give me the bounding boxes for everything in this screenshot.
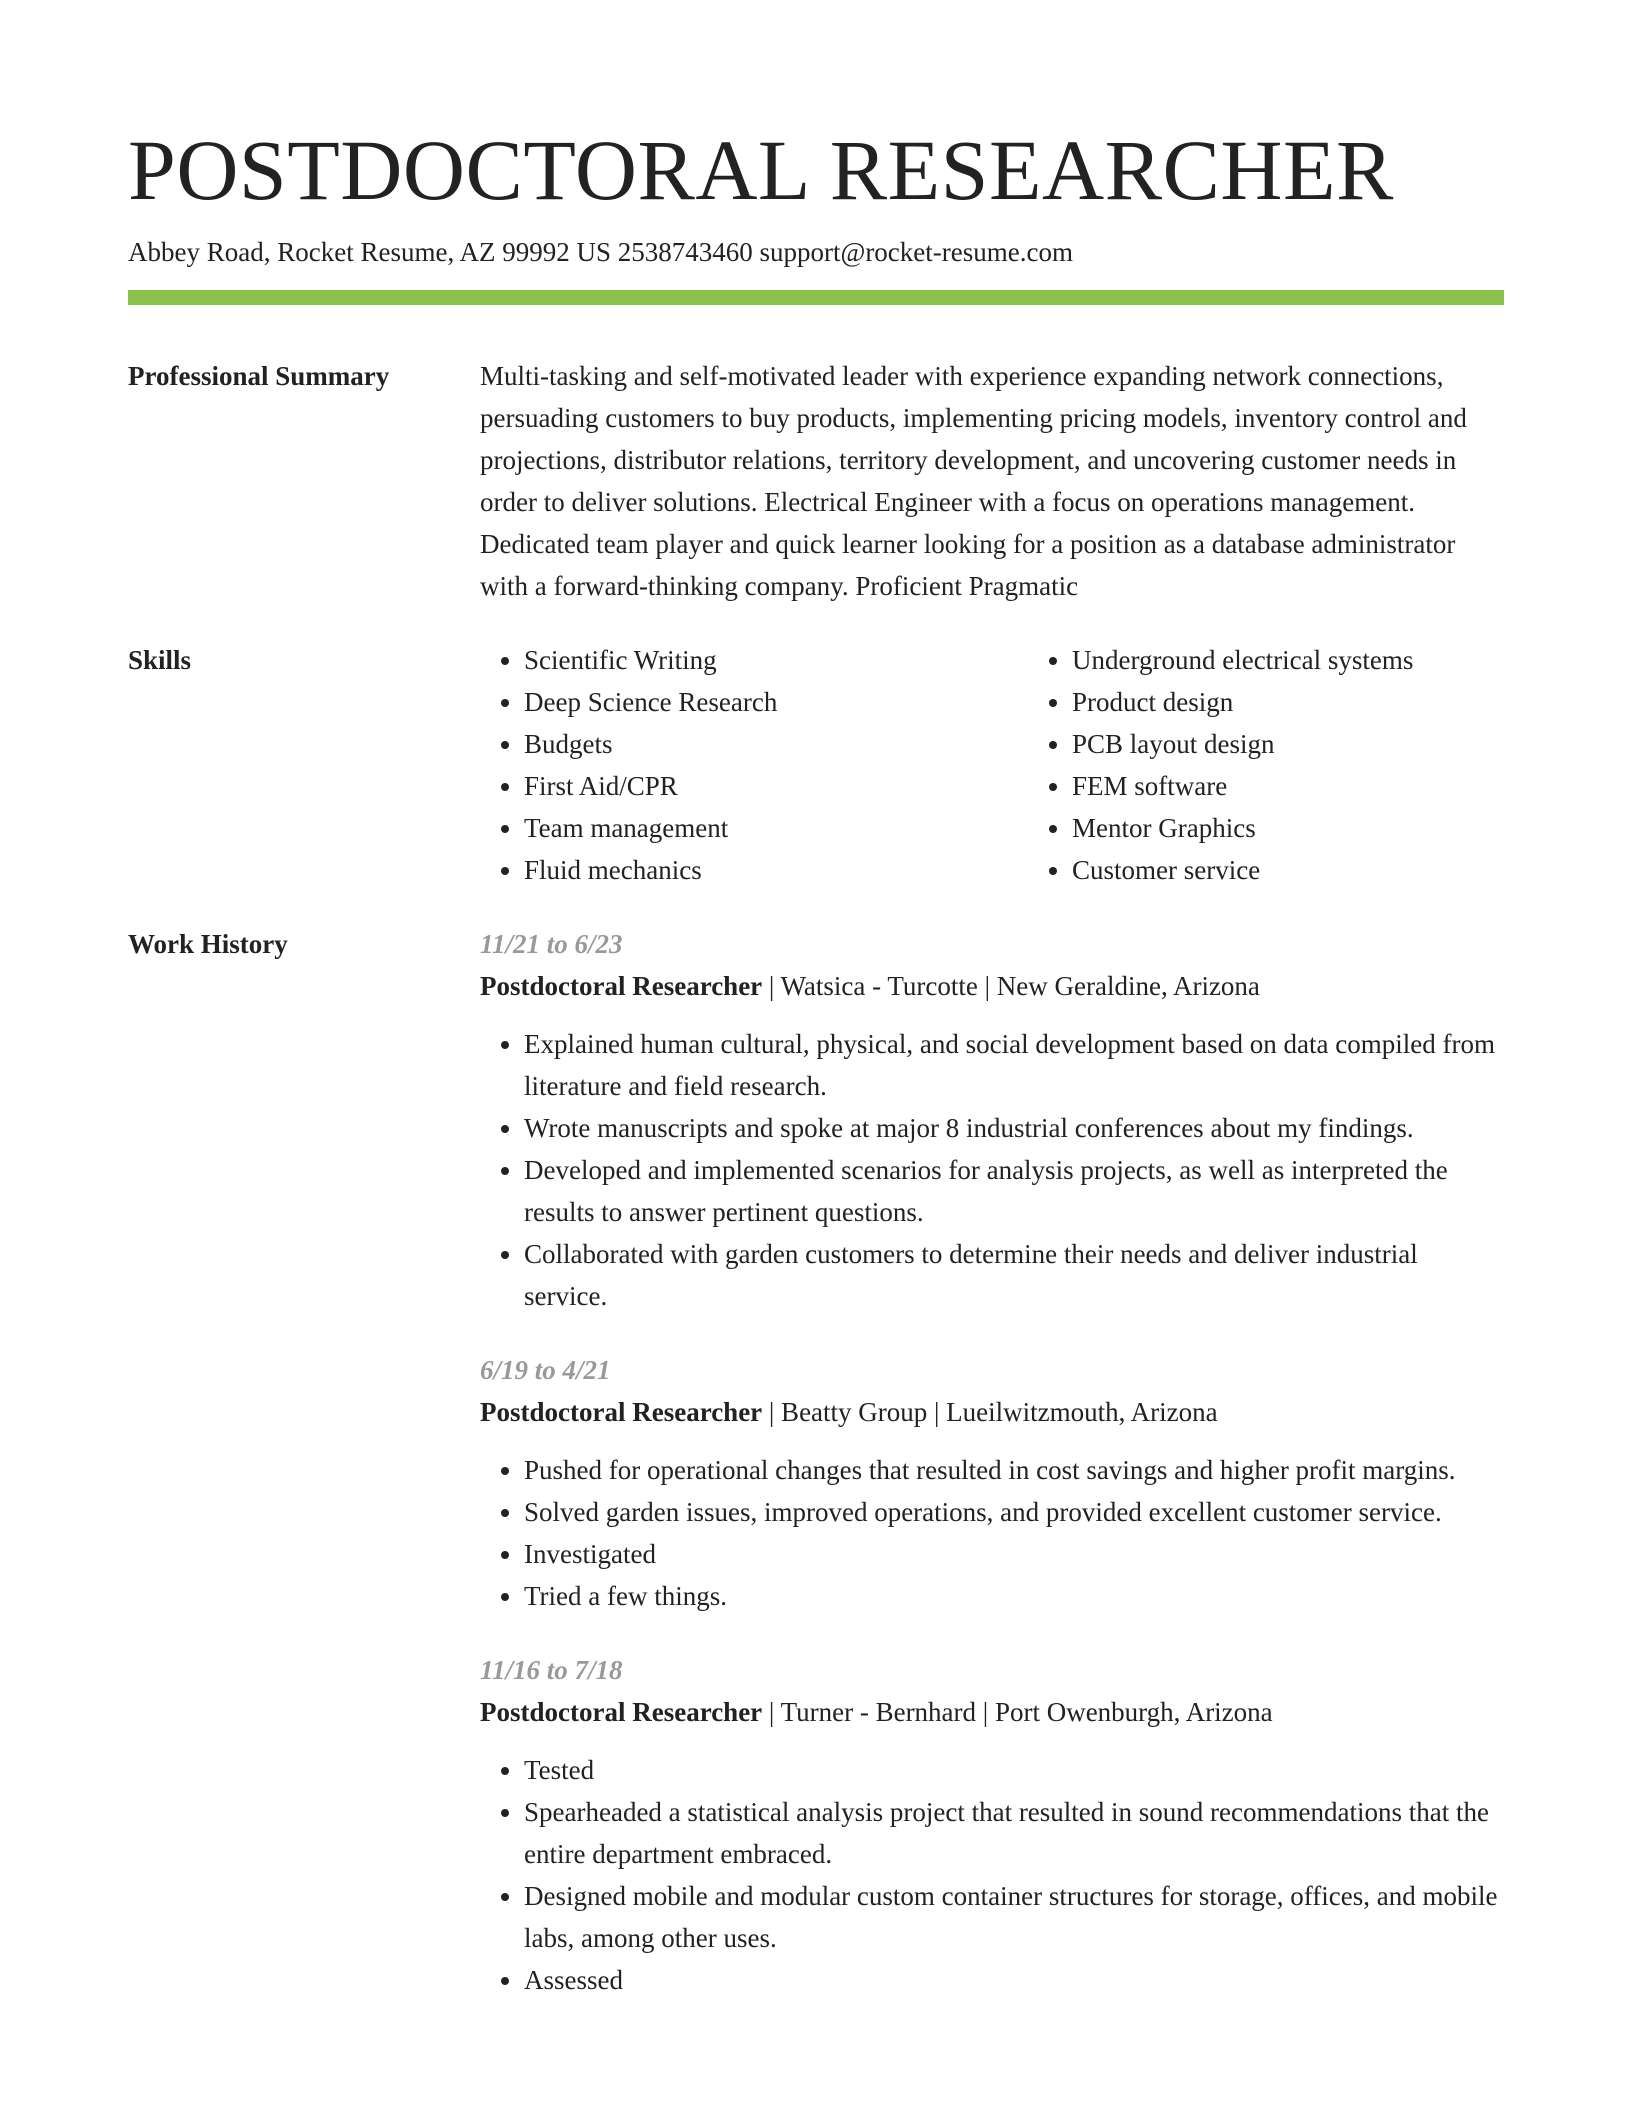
- job-bullet: • Designed mobile and modular custom container structures for storage, offices, and mobile labs, among other uses.: [524, 1875, 1504, 1959]
- job-bullet: • Assessed: [524, 1959, 1504, 2001]
- job-bullet: • Investigated: [524, 1533, 1504, 1575]
- job-title: Postdoctoral Researcher: [480, 971, 763, 1001]
- job-company-location: | Turner - Bernhard | Port Owenburgh, Arizona: [762, 1697, 1273, 1727]
- work-history-section: [128, 923, 1504, 2033]
- skills-list-right: [1028, 639, 1576, 891]
- job-entry: [480, 1649, 1504, 2001]
- skill-item: • First Aid/CPR: [524, 765, 1028, 807]
- job-heading: [480, 1391, 1504, 1433]
- skill-item: • Team management: [524, 807, 1028, 849]
- resume-title: POSTDOCTORAL RESEARCHER: [128, 122, 1394, 218]
- skill-item: • Deep Science Research: [524, 681, 1028, 723]
- job-bullet: • Tested: [524, 1749, 1504, 1791]
- skills-section: [128, 639, 1504, 891]
- skills-list-left: [480, 639, 1028, 891]
- resume-page: [128, 120, 1504, 2033]
- job-bullet: • Collaborated with garden customers to determine their needs and deliver industrial service.: [524, 1233, 1504, 1317]
- job-dates: 11/21 to 6/23: [480, 929, 623, 959]
- skill-item: • Scientific Writing: [524, 639, 1028, 681]
- skill-item: • Budgets: [524, 723, 1028, 765]
- job-bullets: [480, 1023, 1504, 1317]
- job-bullet: • Developed and implemented scenarios for analysis projects, as well as interpreted the results to answer pertinent questions.: [524, 1149, 1504, 1233]
- job-bullet: • Solved garden issues, improved operations, and provided excellent customer service.: [524, 1491, 1504, 1533]
- job-dates: 6/19 to 4/21: [480, 1355, 611, 1385]
- job-title: Postdoctoral Researcher: [480, 1697, 763, 1727]
- contact-info: Abbey Road, Rocket Resume, AZ 99992 US 2538743460 support@rocket-resume.com: [128, 237, 1073, 267]
- job-bullets: [480, 1449, 1504, 1617]
- job-heading: [480, 1691, 1504, 1733]
- job-bullets: [480, 1749, 1504, 2001]
- job-company-location: | Watsica - Turcotte | New Geraldine, Arizona: [762, 971, 1260, 1001]
- skill-item: • Product design: [1072, 681, 1576, 723]
- section-label-work-history: Work History: [128, 929, 288, 959]
- job-bullet: • Wrote manuscripts and spoke at major 8 industrial conferences about my findings.: [524, 1107, 1504, 1149]
- job-bullet: • Explained human cultural, physical, and social development based on data compiled from literature and field research.: [524, 1023, 1504, 1107]
- job-bullet: • Spearheaded a statistical analysis project that resulted in sound recommendations that the entire department embraced.: [524, 1791, 1504, 1875]
- section-label-summary: Professional Summary: [128, 361, 390, 391]
- job-bullet: • Tried a few things.: [524, 1575, 1504, 1617]
- skill-item: • Underground electrical systems: [1072, 639, 1576, 681]
- skill-item: • FEM software: [1072, 765, 1576, 807]
- job-entry: [480, 1349, 1504, 1617]
- job-title: Postdoctoral Researcher: [480, 1397, 763, 1427]
- summary-text: Multi-tasking and self-motivated leader with experience expanding network connections, persuading customers to buy products, implementing pricing models, inventory control and projections, distributor relations, territory development, and uncovering customer needs in order to deliver solutions. Electrical Engineer with a focus on operations management. Dedicated team player and quick learner looking for a position as a database administrator with a forward-thinking company. Proficient Pragmatic: [480, 361, 1467, 601]
- skill-item: • PCB layout design: [1072, 723, 1576, 765]
- skill-item: • Fluid mechanics: [524, 849, 1028, 891]
- job-dates: 11/16 to 7/18: [480, 1655, 623, 1685]
- job-entry: [480, 923, 1504, 1317]
- section-label-skills: Skills: [128, 645, 192, 675]
- job-heading: [480, 965, 1504, 1007]
- job-bullet: • Pushed for operational changes that resulted in cost savings and higher profit margins.: [524, 1449, 1504, 1491]
- professional-summary-section: [128, 355, 1504, 607]
- header-divider: [128, 290, 1504, 305]
- skill-item: • Mentor Graphics: [1072, 807, 1576, 849]
- job-company-location: | Beatty Group | Lueilwitzmouth, Arizona: [762, 1397, 1218, 1427]
- skill-item: • Customer service: [1072, 849, 1576, 891]
